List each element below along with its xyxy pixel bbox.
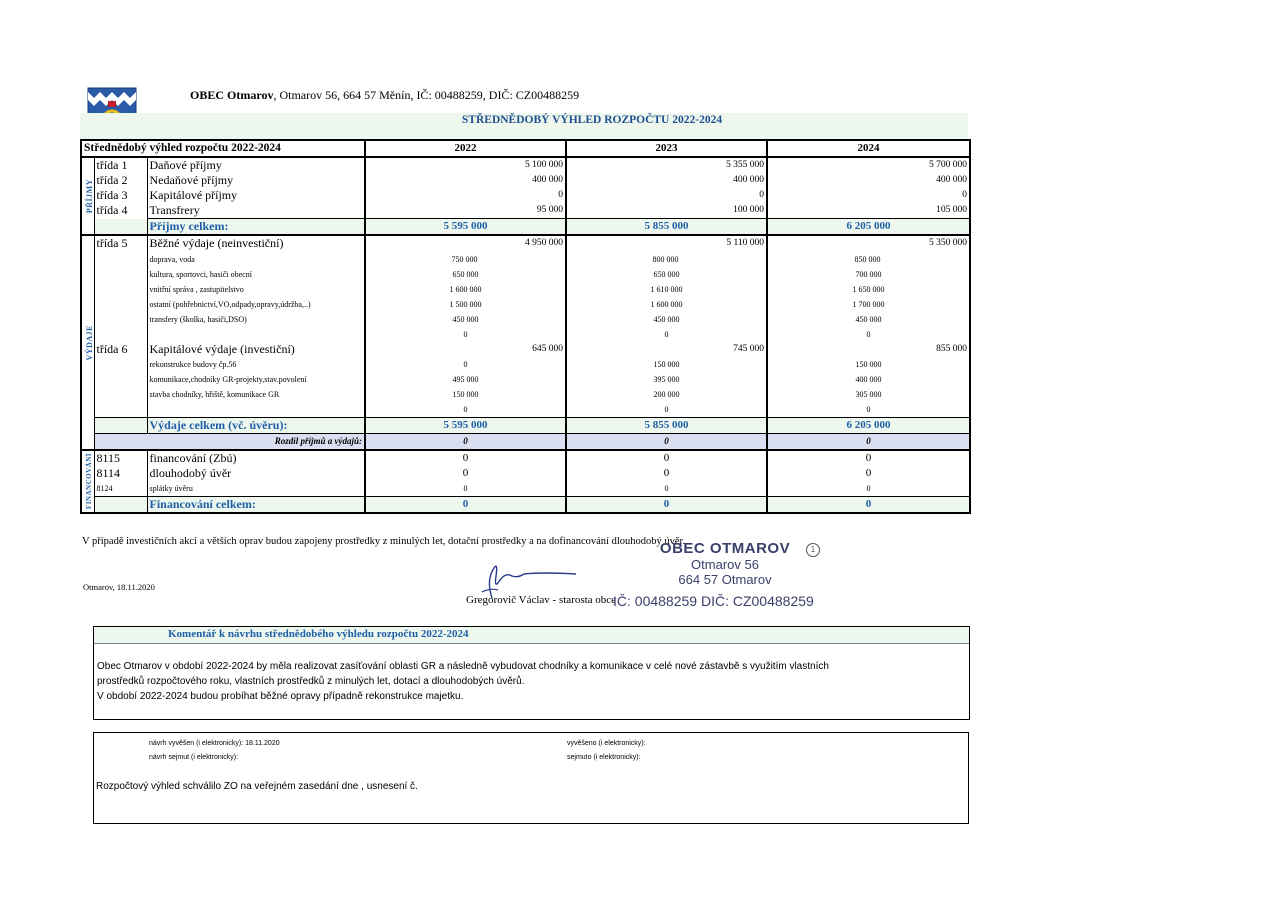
expenditure-total-2024: 6 205 000 xyxy=(767,418,970,434)
value-2024: 0 xyxy=(767,481,970,497)
financing-total-2023: 0 xyxy=(566,497,767,514)
document-title: STŘEDNĚDOBÝ VÝHLED ROZPOČTU 2022-2024 xyxy=(461,114,723,126)
value-2022: 645 000 xyxy=(365,342,566,357)
removed-label: návrh sejmut (i elektronicky): xyxy=(149,754,239,761)
row-label: stavba chodníky, hřiště, komunikace GR xyxy=(147,387,365,402)
table-row xyxy=(81,267,970,282)
financing-note: V případě investičních akcí a větších oprav budou zapojeny prostředky z minulých let, dotační prostředky a na dofinancování dlouhodobý úvěr. xyxy=(82,536,686,547)
financing-total-2024: 0 xyxy=(767,497,970,514)
value-2022: 0 xyxy=(365,357,566,372)
year-2023: 2023 xyxy=(566,140,767,157)
municipality-name: OBEC Otmarov xyxy=(190,88,274,102)
posted-label: návrh vyvěšen (i elektronicky): 18.11.2020 xyxy=(149,740,280,747)
value-2022: 400 000 xyxy=(365,173,566,188)
value-2022: 0 xyxy=(365,188,566,203)
value-2023: 200 000 xyxy=(566,387,767,402)
table-row xyxy=(81,450,970,466)
income-total-2022: 5 595 000 xyxy=(365,219,566,236)
table-row xyxy=(81,387,970,402)
year-2024: 2024 xyxy=(767,140,970,157)
row-code: třída 5 xyxy=(94,235,147,342)
value-2023: 800 000 xyxy=(652,254,679,264)
row-label: komunikace,chodníky GR-projekty,stav.povolení xyxy=(147,372,365,387)
table-row xyxy=(81,466,970,481)
value-2022: 0 xyxy=(365,327,566,342)
comment-line: V období 2022-2024 budou probíhat běžné opravy případně rekonstrukce majetku. xyxy=(97,691,464,702)
value-2023: 0 xyxy=(566,327,767,342)
difference-2023: 0 xyxy=(566,434,767,451)
value-2022: 0 xyxy=(365,450,566,466)
value-2023: 0 xyxy=(566,466,767,481)
value-2024: 0 xyxy=(767,402,970,418)
expenditure-total-row xyxy=(81,418,970,434)
difference-label: Rozdíl příjmů a výdajů: xyxy=(94,434,365,451)
comment-line: Obec Otmarov v období 2022-2024 by měla realizovat zasíťování oblasti GR a následně vybudovat chodníky a komunikace v celé nové zástavbě s využitím vlastních xyxy=(97,661,829,672)
official-stamp xyxy=(620,540,830,587)
financing-total-label: Financování celkem: xyxy=(147,497,365,514)
value-2023: 0 xyxy=(566,402,767,418)
row-code: třída 6 xyxy=(94,342,147,418)
row-label: Kapitálové výdaje (investiční) xyxy=(147,342,365,357)
row-label: Daňové příjmy xyxy=(147,157,365,173)
table-row xyxy=(81,235,970,251)
posting-box xyxy=(93,732,969,824)
row-code: třída 1 xyxy=(94,157,147,173)
value-2024: 0 xyxy=(767,466,970,481)
value-2022: 650 000 xyxy=(365,267,566,282)
table-row xyxy=(81,173,970,188)
value-2023: 0 xyxy=(566,188,767,203)
value-2024: 150 000 xyxy=(767,357,970,372)
approval-text: Rozpočtový výhled schválilo ZO na veřejném zasedání dne , usnesení č. xyxy=(96,781,418,792)
value-2024: 0 xyxy=(767,327,970,342)
table-row xyxy=(81,297,970,312)
section-financovani: FINANCOVÁNÍ xyxy=(85,453,93,510)
income-total-row xyxy=(81,219,970,236)
value-2022: 150 000 xyxy=(365,387,566,402)
difference-2022: 0 xyxy=(365,434,566,451)
value-2024: 5 700 000 xyxy=(767,157,970,173)
value-2023: 0 xyxy=(566,450,767,466)
value-2022: 5 100 000 xyxy=(365,157,566,173)
comment-title: Komentář k návrhu střednědobého výhledu rozpočtu 2022-2024 xyxy=(168,628,469,640)
row-label xyxy=(147,402,365,418)
row-label: rekonstrukce budovy čp.56 xyxy=(147,357,365,372)
value-2024: 305 000 xyxy=(767,387,970,402)
row-label: doprava, voda xyxy=(147,251,365,267)
comment-box xyxy=(93,626,970,720)
stamp-street: Otmarov 56 xyxy=(691,557,759,572)
row-label: Běžné výdaje (neinvestiční) xyxy=(147,235,365,251)
value-2024: 450 000 xyxy=(767,312,970,327)
value-2024: 0 xyxy=(767,188,970,203)
row-label: Nedaňové příjmy xyxy=(147,173,365,188)
value-2022: 1 600 000 xyxy=(365,282,566,297)
difference-row xyxy=(81,434,970,451)
posted2-label: vyvěšeno (i elektronicky): xyxy=(567,740,646,747)
table-row xyxy=(81,157,970,173)
row-label: dlouhodobý úvěr xyxy=(147,466,365,481)
row-label: Kapitálové příjmy xyxy=(147,188,365,203)
row-label: financování (Zbú) xyxy=(147,450,365,466)
value-2023: 400 000 xyxy=(566,173,767,188)
removed2-label: sejmuto (i elektronicky): xyxy=(567,754,641,761)
row-label xyxy=(147,327,365,342)
table-row xyxy=(81,312,970,327)
table-row xyxy=(81,282,970,297)
income-total-2024: 6 205 000 xyxy=(767,219,970,236)
year-2022: 2022 xyxy=(365,140,566,157)
table-header-row xyxy=(81,140,970,157)
place-date: Otmarov, 18.11.2020 xyxy=(83,582,155,592)
row-label: ostatní (pohřebnictví,VO,odpady,opravy,údržba,..) xyxy=(147,297,365,312)
value-2023: 150 000 xyxy=(566,357,767,372)
table-row xyxy=(81,342,970,357)
row-code: 8115 xyxy=(94,450,147,466)
financing-total-2022: 0 xyxy=(365,497,566,514)
financing-total-row xyxy=(81,497,970,514)
table-row xyxy=(81,327,970,342)
difference-2024: 0 xyxy=(767,434,970,451)
table-row xyxy=(81,188,970,203)
row-label: kultura, sportovci, hasiči obecní xyxy=(147,267,365,282)
income-total-2023: 5 855 000 xyxy=(566,219,767,236)
corner-label: Střednědobý výhled rozpočtu 2022-2024 xyxy=(81,140,365,157)
value-2022: 0 xyxy=(365,481,566,497)
comment-line: prostředků rozpočtového roku, vlastních prostředků z minulých let, dotací a dlouhodobých úvěrů. xyxy=(97,676,525,687)
row-label: transfery (školka, hasiči,DSO) xyxy=(147,312,365,327)
value-2022: 95 000 xyxy=(365,203,566,219)
value-2022: 495 000 xyxy=(365,372,566,387)
value-2024: 700 000 xyxy=(767,267,970,282)
table-row xyxy=(81,251,970,267)
value-2023: 650 000 xyxy=(566,267,767,282)
table-row xyxy=(81,372,970,387)
row-label: splátky úvěru xyxy=(147,481,365,497)
value-2023: 0 xyxy=(566,481,767,497)
value-2024: 5 350 000 xyxy=(767,235,970,251)
value-2023: 100 000 xyxy=(566,203,767,219)
value-2022: 4 950 000 xyxy=(365,235,566,251)
value-2024: 1 650 000 xyxy=(767,282,970,297)
municipality-header xyxy=(190,88,579,103)
value-2024: 400 000 xyxy=(767,173,970,188)
value-2024: 400 000 xyxy=(767,372,970,387)
income-total-label: Příjmy celkem: xyxy=(147,219,365,236)
value-2023: 395 000 xyxy=(566,372,767,387)
budget-table xyxy=(80,139,971,514)
stamp-ids: IČ: 00488259 DIČ: CZ00488259 xyxy=(613,593,814,609)
expenditure-total-2023: 5 855 000 xyxy=(566,418,767,434)
table-row xyxy=(81,481,970,497)
value-2024: 105 000 xyxy=(767,203,970,219)
row-code: třída 4 xyxy=(94,203,147,219)
stamp-city: 664 57 Otmarov xyxy=(678,572,772,587)
row-label: Transfrery xyxy=(147,203,365,219)
value-2023: 1 600 000 xyxy=(566,297,767,312)
comment-text xyxy=(97,659,957,704)
value-2022: 1 500 000 xyxy=(365,297,566,312)
expenditure-total-label: Výdaje celkem (vč. úvěru): xyxy=(147,418,365,434)
value-2022: 450 000 xyxy=(365,312,566,327)
value-2023: 745 000 xyxy=(566,342,767,357)
value-2024: 855 000 xyxy=(767,342,970,357)
value-2022: 0 xyxy=(365,402,566,418)
row-code: 8124 xyxy=(94,481,147,497)
section-prijmy: PŘÍJMY xyxy=(85,178,94,214)
value-2024: 0 xyxy=(767,450,970,466)
row-code: třída 2 xyxy=(94,173,147,188)
table-row xyxy=(81,402,970,418)
signer-name: Gregorovič Václav - starosta obce xyxy=(466,594,617,606)
table-row xyxy=(81,203,970,219)
row-code: třída 3 xyxy=(94,188,147,203)
value-2023: 1 610 000 xyxy=(566,282,767,297)
value-2024: 1 700 000 xyxy=(767,297,970,312)
row-label: vnitřní správa , zastupitelstvo xyxy=(147,282,365,297)
municipality-address: , Otmarov 56, 664 57 Měnín, IČ: 00488259, DIČ: CZ00488259 xyxy=(273,88,580,102)
value-2023: 5 110 000 xyxy=(566,235,767,251)
value-2022: 0 xyxy=(365,466,566,481)
row-code: 8114 xyxy=(94,466,147,481)
stamp-number-mark: 1 xyxy=(806,543,820,557)
section-vydaje: VÝDAJE xyxy=(85,324,94,361)
table-row xyxy=(81,357,970,372)
value-2023: 450 000 xyxy=(566,312,767,327)
value-2023: 5 355 000 xyxy=(566,157,767,173)
stamp-name: OBEC OTMAROV xyxy=(659,540,791,557)
expenditure-total-2022: 5 595 000 xyxy=(365,418,566,434)
value-2024: 850 000 xyxy=(854,254,881,264)
value-2022: 750 000 xyxy=(451,254,478,264)
